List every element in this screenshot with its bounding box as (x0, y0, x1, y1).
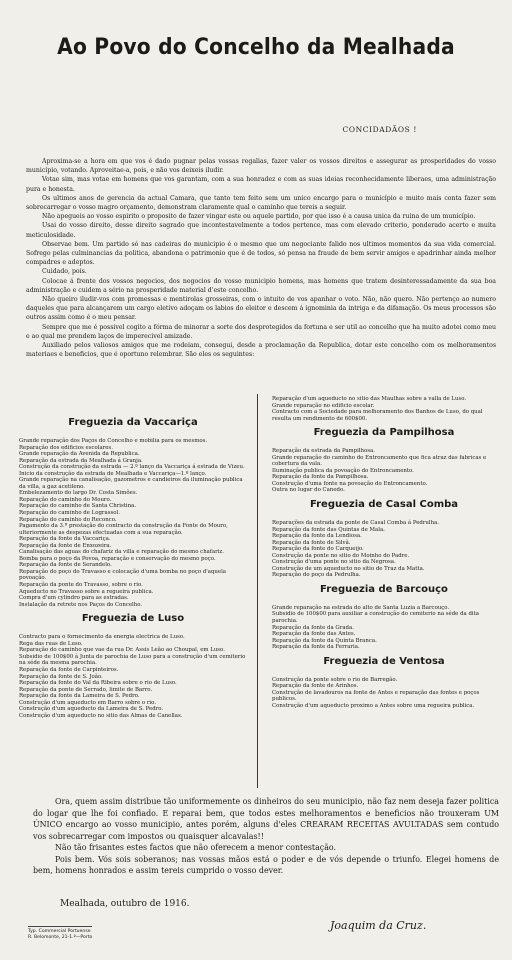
improvement-item: Reparação do poço da Pedrulha. (272, 572, 361, 579)
parish-section (272, 498, 496, 579)
improvement-list (19, 634, 247, 719)
improvement-item: Construção d'um aqueducto da Lameira de S. Pedro. (19, 706, 164, 713)
right-column (272, 396, 496, 710)
improvement-item: Reparação da fonte das Antes. (272, 631, 356, 638)
parish-section (272, 655, 496, 710)
improvement-item: Construção d'uma fonte na povoação do Entroncamento. (272, 480, 428, 487)
improvement-item: Reparações da estrada da ponte de Casal Comba á Pedrulha. (272, 520, 440, 527)
parish-heading: Freguezia de Casal Comba (309, 499, 459, 511)
column-divider (257, 394, 258, 788)
improvement-list (19, 438, 247, 608)
improvement-item: Reparação da estrada da Pampilhosa. (272, 448, 375, 455)
intro-paragraph: Votae sim, mas votae em homens que vos garantam, com a sua honradez e com as suas ideias reconhecidamente liberaes, uma administração pura e honesta. (26, 176, 496, 193)
closing-text (33, 796, 499, 877)
intro-paragraph: Sempre que me é possivel cogito a fórma de minorar a sorte dos desprotegidos da fortuna e ser util ao concelho que ha muito adotei como meu e ao qual me prendem laços de imperecivel amizade. (26, 323, 496, 340)
improvement-item: Reparação da ponte do Travasso, sobre o rio. (19, 582, 143, 589)
left-column (19, 412, 247, 719)
parish-section (19, 612, 247, 719)
improvement-item: Reparação da fonte da Lameira de S. Pedro. (19, 693, 140, 700)
salutation: CONCIDADÃOS ! (342, 125, 417, 134)
intro-paragraph: Usai do vosso direito, desse direito sagrado que incontestavelmente a todos pertence, mas com elevado criterio, ponderado acerto e muita meticulosidade. (26, 222, 496, 239)
improvement-list (272, 448, 496, 494)
improvement-item: Contracto com a Sociedade para melhoramento dos Banhos de Luso, do qual resulta um rendimento de 600$00. (272, 409, 483, 422)
parish-heading: Freguezia de Ventosa (323, 655, 445, 667)
improvement-item: Reparação da fonte da Pampilhosa. (272, 474, 369, 481)
improvement-item: Reparação da fonte do Carqueijo. (272, 546, 364, 553)
intro-paragraph: Não apegueis ao vosso espirito o proposito de fazer vingar este ou aquele partido, por que isso é a causa unica da ruina de um município. (42, 213, 476, 221)
intro-text (26, 157, 496, 359)
improvement-item: Construção d'um aqueducto em Barro sobre o rio. (19, 699, 157, 706)
printer-line: R. Belomonte, 21-1.º—Porto (28, 935, 93, 940)
improvement-item: Reparação da fonte de Carpinteiros. (19, 666, 119, 673)
improvement-item: Reparação da fonte da Ferraria. (272, 644, 360, 651)
improvement-item: Reparação da fonte de Arinhos. (272, 683, 359, 690)
improvement-item: Compra d'um cylindro para as estradas. (19, 595, 129, 602)
improvement-item: Grande reparação na canalisação, gazometros e candieiros da iluminação publica da villa, a gaz acetileno. (19, 477, 243, 490)
improvement-item: Grande reparação no edificio escolar. (272, 402, 375, 409)
parish-section (19, 416, 247, 608)
improvement-item: Reparação do poço do Travasso e colocação d'uma bomba no poço d'aquela povoação. (19, 568, 227, 582)
improvement-list (272, 520, 496, 579)
parish-section (272, 583, 496, 651)
improvement-item: Reparação da fonte da Quinta Branca. (272, 637, 377, 644)
improvement-item: Reparação d'um aqueducto no sitio das Maulhas sobre a valla de Luso. (272, 396, 467, 402)
improvement-item: Reparação dos edificios escolares. (19, 444, 113, 451)
parish-section (272, 426, 496, 494)
printer-imprint (28, 926, 92, 941)
closing-paragraph: Pois bem. Vós sois soberanos; nas vossas mãos está o poder e de vós depende o triunfo. Elegei homens de bem, homens honrados e assim tereis cumprido o vosso dever. (33, 854, 499, 875)
intro-paragraph: Cuidado, pois. (42, 268, 87, 276)
improvement-item: Construção da ponte sobre o rio de Barregão. (272, 676, 398, 683)
place-date: Mealhada, outubro de 1916. (60, 899, 190, 909)
parish-heading: Freguezia de Barcouço (320, 583, 448, 595)
improvement-item: Grande reparação da Avenida da Republica. (19, 451, 140, 458)
intro-paragraph: Colocae á frente dos vossos negocios, dos negocios do vosso municipio homens, mas homens que tratem desinteressadamente da sua boa administração e cuidem a sério na prosperidade material d'este concelho. (26, 277, 496, 294)
improvement-item: Pagamento da 3.ª prestação do contracto da construção da Fonte do Mouro, ulteriormente as despezas efectuadas com a sua reparação. (19, 523, 228, 536)
intro-paragraph: Não queiro iludir-vos com promessas e mentirolas grosseiras, com o intuito de vos apanhar o voto. Não, não quero. Não pertenço ao numero daqueles que para alcançarem um cargo eletivo adoçam os labios do eleitor e descem á ignominia da intriga e da difamação. Os meus processos são outros assim como é o meu pensar. (26, 296, 496, 322)
improvement-item: Reparação da ponte de Serrado, limite de Barro. (19, 686, 153, 693)
improvement-item: Grande reparação do caminho do Entroncamento que fica atraz das fabricas e cobertura da vala. (272, 454, 487, 468)
intro-paragraph: Observae bem. Um partido só nas cadeiras do municipio é o mesmo que um negociante falido nos ultimos momentos da sua vida comercial. Sofrego pelas culminancias da politica, abandona o patrimonio que é de todos, só pensa na fraude de bem servir amigos e apadrinhar ainda melhor compadres e adeptos. (26, 240, 496, 267)
improvement-item: Reparação da fonte do Val da Ribeira sobre o rio de Luso. (19, 680, 177, 687)
intro-paragraph: Auxiliado pelos valiosos amigos que me rodeiam, consegui, desde a proclamação da Republica, dotar este concelho com os melhoramentos materiaes e beneficios, que é oportuno relembrar. São eles os seguintes: (26, 342, 496, 359)
improvement-item: Reparação da fonte da Vaccariça. (19, 536, 111, 543)
improvement-item: Outra no lugar do Canedo. (272, 487, 345, 494)
improvement-item: Reparação do caminho do Reconco. (19, 516, 117, 523)
improvement-item: Embelezamento do largo Dr. Costa Simões. (19, 490, 138, 497)
improvement-item: Bomba para o poço da Povoa, reparação e conservação do mesmo poço. (19, 555, 216, 562)
signature: Joaquim da Cruz. (330, 919, 427, 932)
improvement-item: Contracto para o fornecimento da energia electrica de Luso. (19, 634, 185, 641)
intro-paragraph: Os ultimos anos de gerencia da actual Camara, que tanto tem feito sem um unico encargo para o município e muito mais conta fazer sem sobrecarregar o vosso magro orçamento, demonstram claramente qual o caminho que tereis a seguir. (26, 194, 496, 212)
closing-paragraph: Não tão frisantes estes factos que não oferecem a menor contestação. (55, 843, 337, 852)
improvement-list (272, 396, 496, 422)
improvement-item: Construção de lavadouros na fonte de Antes e reparação das fontes e poços publicos. (272, 689, 480, 703)
improvement-item: Reparação do caminho de Santa Christina. (19, 503, 137, 510)
improvement-item: Reparação da fonte de Enxozeira. (19, 542, 112, 549)
improvement-item: Instalação da retrete nos Paços do Concelho. (19, 601, 143, 608)
parish-heading: Freguezia da Pampilhosa (313, 427, 455, 439)
improvement-item: Iluminação publica da povoação do Entroncamento. (272, 467, 414, 474)
improvement-item: Aqueducto no Travasso sobre a regueira publica. (19, 588, 154, 595)
poster-title: Ao Povo do Concelho da Mealhada (57, 34, 455, 60)
improvement-list (272, 677, 496, 710)
improvement-list (272, 605, 496, 651)
parish-heading: Freguezia de Luso (81, 613, 185, 625)
improvement-item: Reparação da fonte de Silvã. (272, 539, 351, 546)
improvement-item: Grande reparação na estrada do alto de Santa Luzia a Barcouço. (272, 604, 450, 611)
improvement-item: Construção d'um aqueducto proximo a Antes sobre uma regueira publica. (272, 702, 475, 709)
improvement-item: Grande reparação dos Paços do Concelho e mobilia para os mesmos. (19, 438, 208, 444)
improvement-item: Reparação da fonte de Serandelo. (19, 562, 112, 569)
improvement-item: Construção d'um aqueducto no sitio das Almas de Canellas. (19, 712, 183, 719)
improvement-item: Construção da construção da estrada — 2.º lanço da Vaccariça á estrada de Vizeu. (19, 464, 245, 471)
improvement-item: Reparação do caminho do Mouro. (19, 496, 112, 503)
improvement-item: Canalisação das aguas do chafariz da villa e reparação do mesmo chafariz. (19, 549, 224, 556)
improvement-item: Reparação do caminho de Lograssol. (19, 510, 120, 517)
improvement-item: Construção d'uma ponte no sitio da Negrosa. (272, 559, 396, 566)
improvement-item: Reparação da fonte das Quintas de Mala. (272, 526, 385, 533)
improvement-item: Reparação do caminho que vae da rua Dr. Assis Leão ao Choupal, em Luso. (19, 647, 225, 654)
improvement-item: Subsidio de 100$00 á Junta de parochia de Luso para a construção d'um cemiterio na séde da mesma parochia. (19, 653, 246, 667)
improvement-item: Subsidio de 100$00 para auxiliar a construção do cemiterio na séde da dita parochia. (272, 611, 480, 625)
intro-paragraph: Aproxima-se a hora em que vos é dado pugnar pelas vossas regalias, fazer valer os vossos direitos e assegurar as prosperidades do vosso município, votando. Aproveitae-a, pois, e não vos deixeis iludir. (26, 158, 496, 175)
improvement-item: Construção de um aqueducto no sitio de Traz da Matta. (272, 565, 425, 572)
closing-paragraph: Ora, quem assim distribue tão uniformemente os dinheiros do seu municipio, não faz nem deseja fazer politica do logar que lhe foi confiado. E reparai bem, que todos estes melhoramentos e beneficios não trouxeram UM ÚNICO encargo ao vosso municipio, antes porém, alguns d'eles CREARAM RECEITAS AVULTADAS sem contudo vos sobrecarregar com impostos ou quaisquer alcavalas!! (33, 797, 499, 841)
improvement-item: Rega das ruas de Luso. (19, 640, 83, 647)
improvement-item: Reparação da fonte da Lendiosa. (272, 533, 362, 540)
improvement-item: Reparação da fonte da Grada. (272, 624, 354, 631)
improvement-item: Construção da ponte no sitio do Moinho do Padre. (272, 552, 410, 559)
improvement-item: Reparação da estrada da Mealhada á Granja. (19, 457, 143, 464)
improvement-item: Inicio da construção da estrada de Mealhada e Vaccariça—1.º lanço. (19, 470, 207, 477)
parish-heading: Freguezia da Vaccariça (68, 417, 198, 428)
improvement-item: Reparação da fonte de S. João. (19, 673, 103, 680)
printer-line: Typ. Commercial Portuense (28, 929, 91, 934)
parish-section (272, 396, 496, 422)
